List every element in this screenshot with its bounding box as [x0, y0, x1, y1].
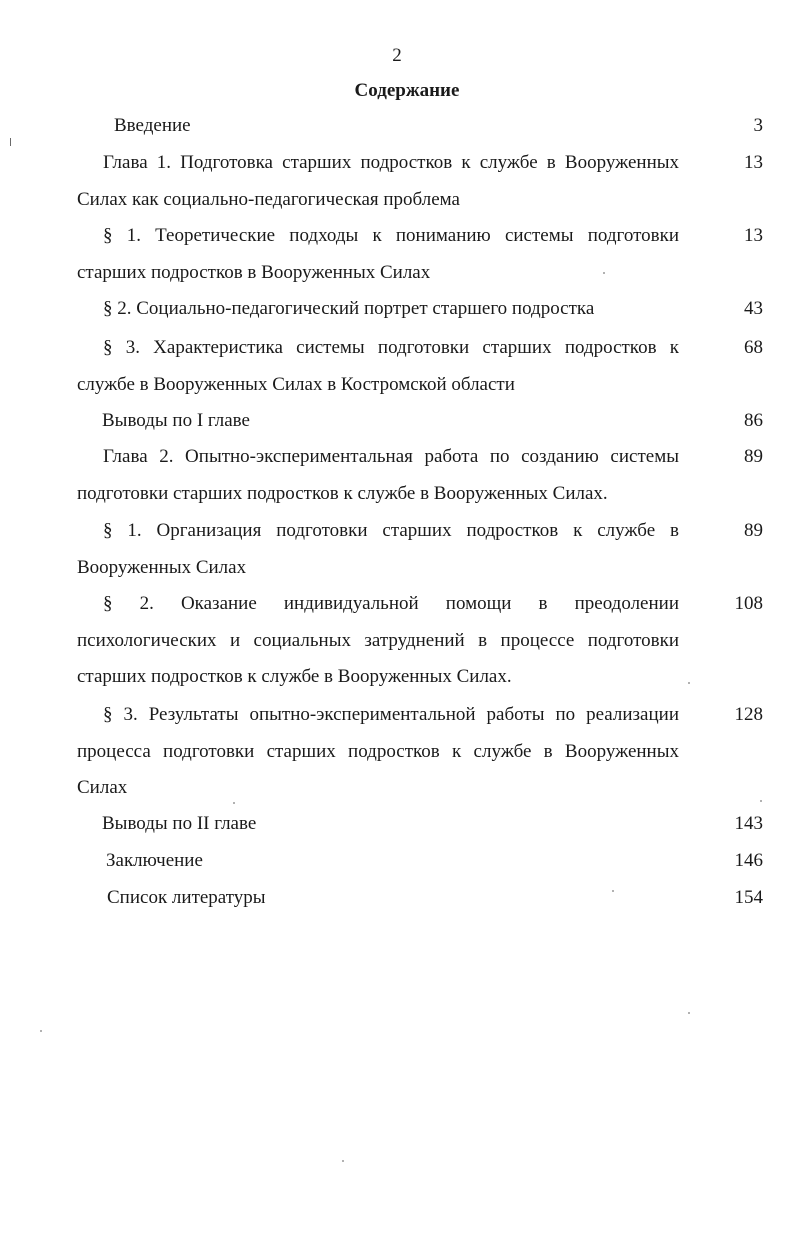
- toc-entry-chapter-1-conclusions: [77, 403, 763, 440]
- toc-entry-chapter-2-section-3: [77, 697, 763, 807]
- toc-entry-page: 3: [753, 115, 763, 136]
- scan-edge-mark: [10, 138, 11, 146]
- toc-entry-text: Глава 2. Опытно-экспериментальная работа по созданию системы подготовки старших подростков к службе в Вооруженных Силах.: [77, 446, 679, 504]
- toc-entry-text: Список литературы: [107, 887, 266, 908]
- toc-entry-text: § 2. Социально-педагогический портрет старшего подростка: [103, 298, 595, 319]
- toc-entry-text: Введение: [114, 115, 191, 136]
- toc-entry-page: 143: [734, 813, 763, 834]
- toc-entry-text: Глава 1. Подготовка старших подростков к службе в Вооруженных Силах как социально-педагогическая проблема: [77, 152, 679, 210]
- toc-entry-chapter-2-section-2: [77, 586, 763, 696]
- toc-entry-page: 68: [744, 337, 763, 358]
- toc-entry-page: 89: [744, 446, 763, 467]
- toc-entry-chapter-1: [77, 145, 763, 218]
- toc-entry-text: § 2. Оказание индивидуальной помощи в преодолении психологических и социальных затруднений в процессе подготовки старших подростков к службе в Вооруженных Силах.: [77, 593, 679, 687]
- toc-entry-page: 13: [744, 225, 763, 246]
- toc-entry-page: 43: [744, 298, 763, 319]
- scan-speck: [612, 890, 614, 892]
- toc-entry-page: 86: [744, 410, 763, 431]
- page-number: 2: [392, 45, 402, 66]
- toc-entry-chapter-1-section-1: [77, 218, 763, 291]
- scan-speck: [233, 802, 235, 804]
- toc-entry-text: Заключение: [106, 850, 203, 871]
- toc-entry-introduction: [77, 108, 763, 145]
- toc-entry-text: Выводы по II главе: [102, 813, 257, 834]
- toc-entry-page: 146: [734, 850, 763, 871]
- toc-entry-text: § 1. Теоретические подходы к пониманию системы подготовки старших подростков в Вооруженных Силах: [77, 225, 679, 283]
- toc-entry-bibliography: [77, 880, 763, 917]
- scan-speck: [688, 682, 690, 684]
- scan-speck: [760, 800, 762, 802]
- toc-entry-chapter-2-section-1: [77, 513, 763, 586]
- toc-entry-page: 108: [734, 593, 763, 614]
- toc-entry-chapter-2: [77, 439, 763, 512]
- toc-entry-chapter-2-conclusions: [77, 806, 763, 843]
- toc-entry-page: 154: [734, 887, 763, 908]
- scan-speck: [40, 1030, 42, 1032]
- page-title: Содержание: [354, 80, 460, 101]
- toc-entry-text: § 1. Организация подготовки старших подростков к службе в Вооруженных Силах: [77, 520, 679, 578]
- toc-entry-text: § 3. Результаты опытно-экспериментальной работы по реализации процесса подготовки старших подростков к службе в Вооруженных Силах: [77, 704, 679, 798]
- toc-entry-page: 13: [744, 152, 763, 173]
- toc-entry-text: Выводы по I главе: [102, 410, 250, 431]
- toc-entry-page: 89: [744, 520, 763, 541]
- toc-entry-page: 128: [734, 704, 763, 725]
- scan-speck: [603, 272, 605, 274]
- toc-entry-chapter-1-section-2: [77, 291, 763, 328]
- toc-entry-text: § 3. Характеристика системы подготовки старших подростков к службе в Вооруженных Силах в Костромской области: [77, 337, 679, 395]
- toc-entry-conclusion: [77, 843, 763, 880]
- toc-entry-chapter-1-section-3: [77, 330, 763, 403]
- scan-speck: [342, 1160, 344, 1162]
- scan-speck: [688, 1012, 690, 1014]
